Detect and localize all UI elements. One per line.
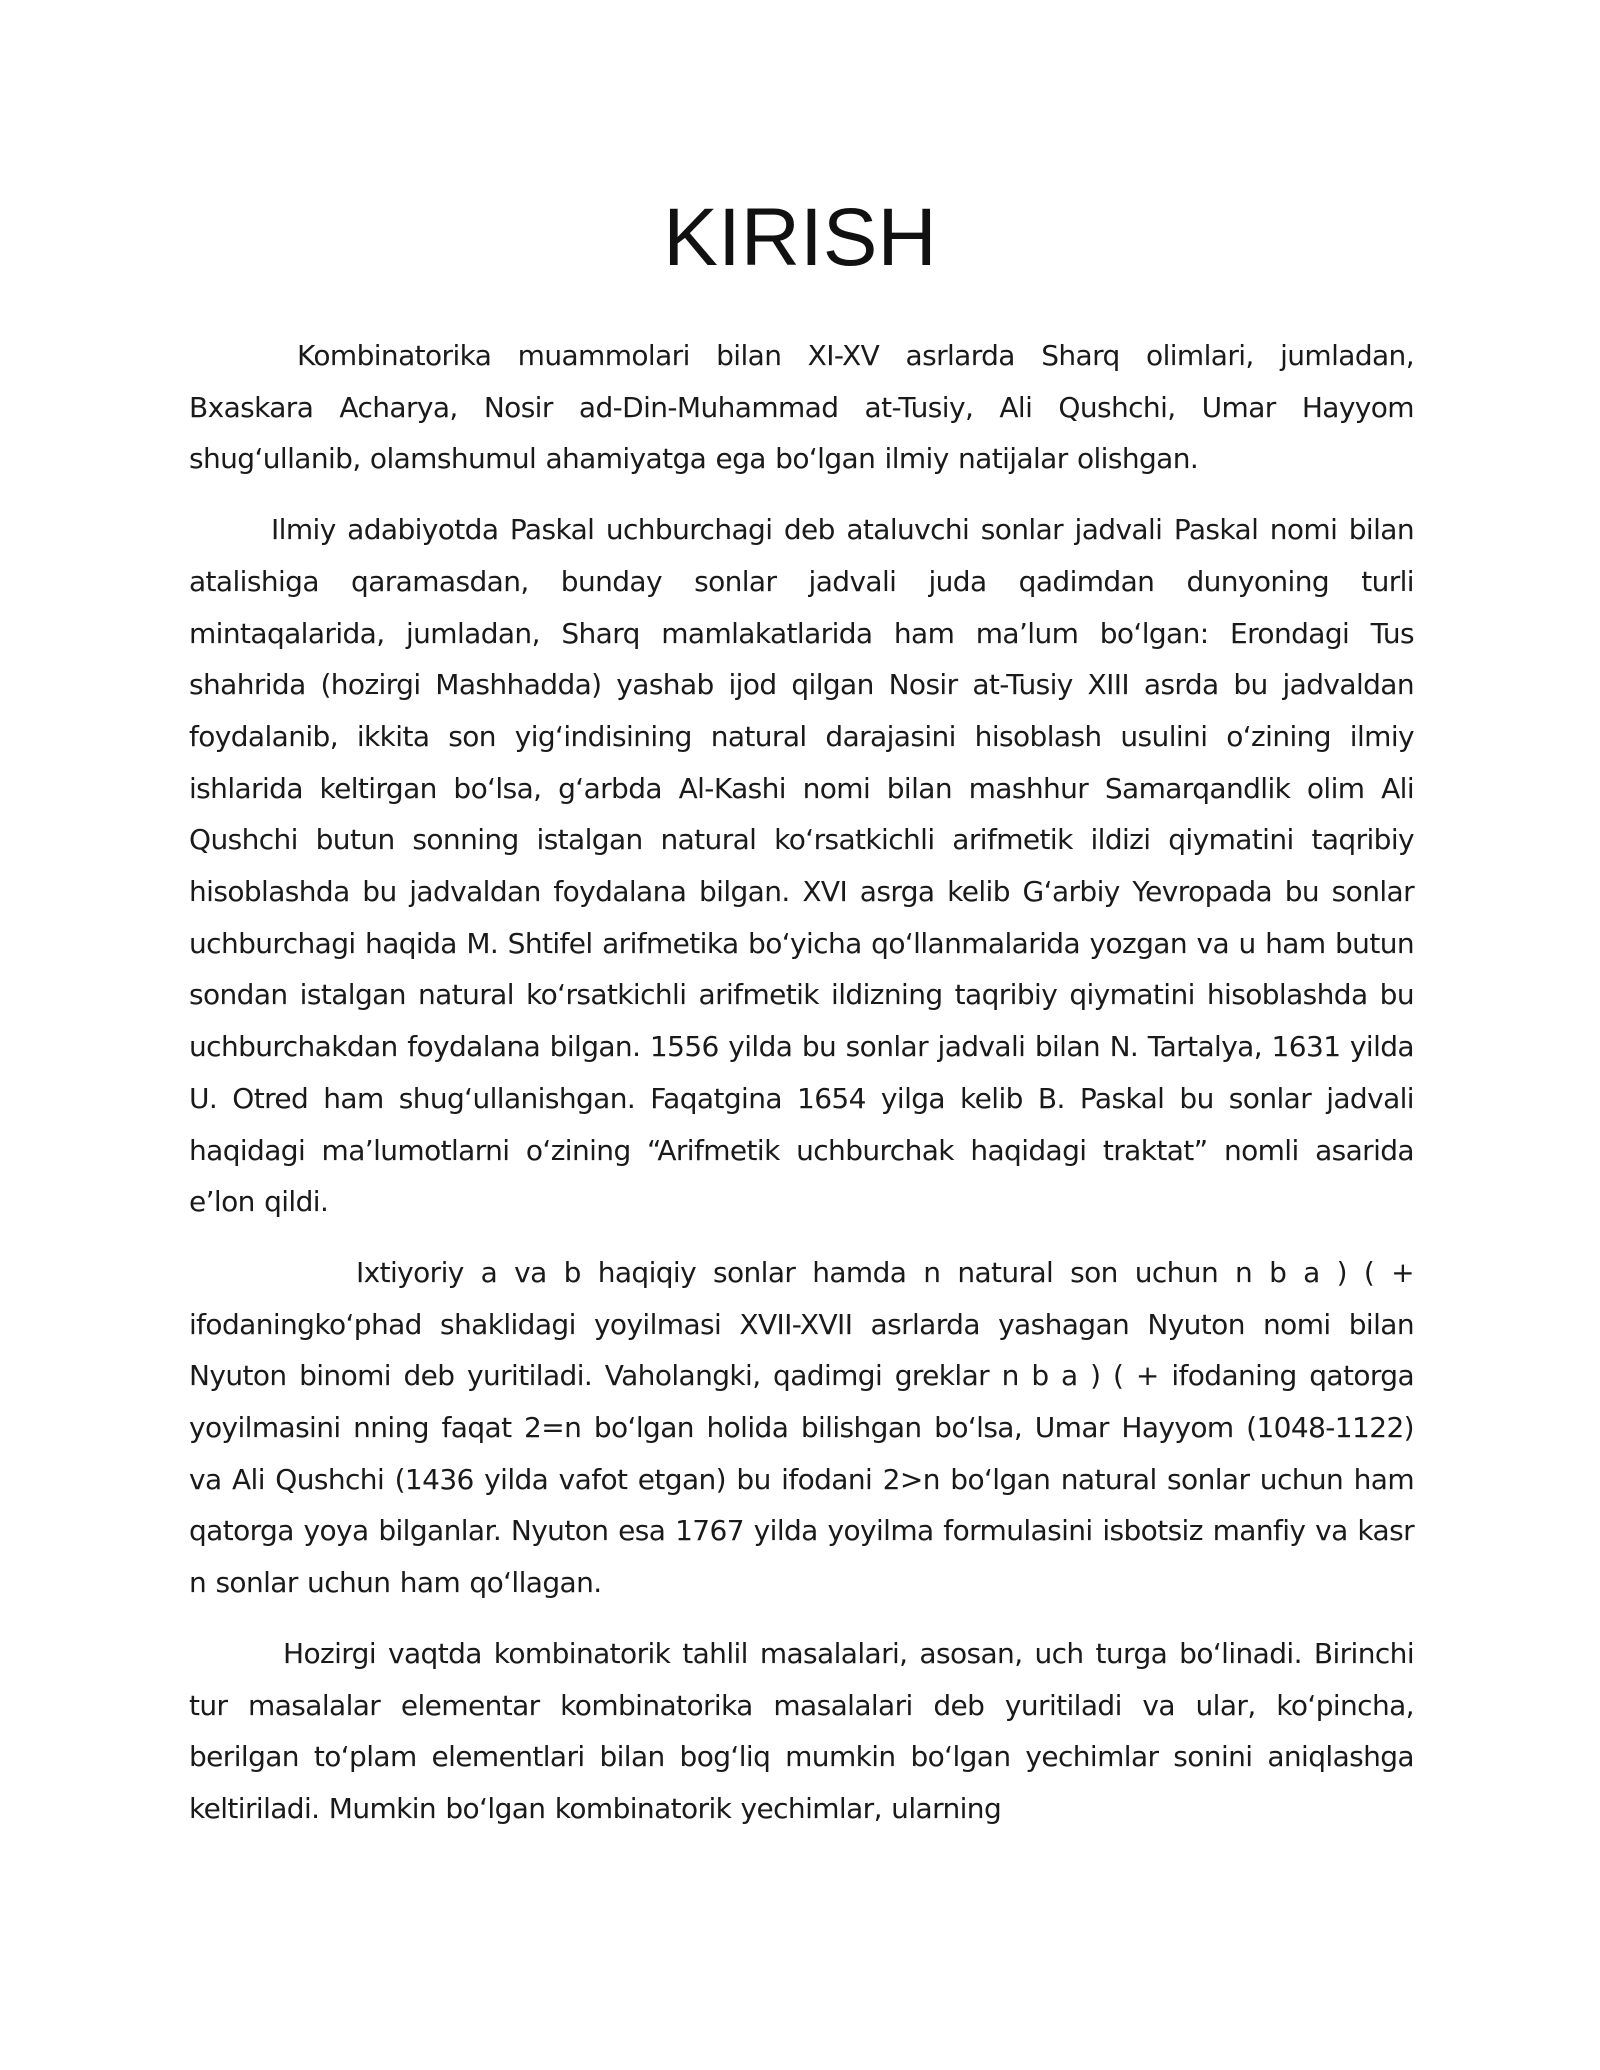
- document-body: [189, 330, 1414, 1854]
- paragraph-2: Ilmiy adabiyotda Paskal uchburchagi deb ataluvchi sonlar jadvali Paskal nomi bilan atalishiga qaramasdan, bunday sonlar jadvali juda qadimdan dunyoning turli mintaqalarida, jumladan, Sharq mamlakatlarida ham ma’lum bo‘lgan: Erondagi Tus shahrida (hozirgi Mashhadda) yashab ijod qilgan Nosir at-Tusiy XIII asrda bu jadvaldan foydalanib, ikkita son yig‘indisining natural darajasini hisoblash usulini o‘zining ilmiy ishlarida keltirgan bo‘lsa, g‘arbda Al-Kashi nomi bilan mashhur Samarqandlik olim Ali Qushchi butun sonning istalgan natural ko‘rsatkichli arifmetik ildizi qiymatini taqribiy hisoblashda bu jadvaldan foydalana bilgan. XVI asrga kelib G‘arbiy Yevropada bu sonlar uchburchagi haqida M. Shtifel arifmetika bo‘yicha qo‘llanmalarida yozgan va u ham butun sondan istalgan natural ko‘rsatkichli arifmetik ildizning taqribiy qiymatini hisoblashda bu uchburchakdan foydalana bilgan. 1556 yilda bu sonlar jadvali bilan N. Tartalya, 1631 yilda U. Otred ham shug‘ullanishgan. Faqatgina 1654 yilga kelib B. Paskal bu sonlar jadvali haqidagi ma’lumotlarni o‘zining “Arifmetik uchburchak haqidagi traktat” nomli asarida e’lon qildi.: [189, 513, 1414, 1219]
- paragraph-3: Ixtiyoriy a va b haqiqiy sonlar hamda n natural son uchun n b a ) ( + ifodaningko‘phad shaklidagi yoyilmasi XVII-XVII asrlarda yashagan Nyuton nomi bilan Nyuton binomi deb yuritiladi. Vaholangki, qadimgi greklar n b a ) ( + ifodaning qatorga yoyilmasini nning faqat 2=n bo‘lgan holida bilishgan bo‘lsa, Umar Hayyom (1048-1122) va Ali Qushchi (1436 yilda vafot etgan) bu ifodani 2>n bo‘lgan natural sonlar uchun ham qatorga yoya bilganlar. Nyuton esa 1767 yilda yoyilma formulasini isbotsiz manfiy va kasr n sonlar uchun ham qo‘llagan.: [189, 1255, 1414, 1600]
- paragraph-4: Hozirgi vaqtda kombinatorik tahlil masalalari, asosan, uch turga bo‘linadi. Birinchi tur masalalar elementar kombinatorika masalalari deb yuritiladi va ular, ko‘pincha, berilgan to‘plam elementlari bilan bog‘liq mumkin bo‘lgan yechimlar sonini aniqlashga keltiriladi. Mumkin bo‘lgan kombinatorik yechimlar, ularning: [189, 1636, 1414, 1825]
- page-title: KIRISH: [663, 192, 937, 283]
- paragraph-1: Kombinatorika muammolari bilan XI-XV asrlarda Sharq olimlari, jumladan, Bxaskara Acharya, Nosir ad-Din-Muhammad at-Tusiy, Ali Qushchi, Umar Hayyom shug‘ullanib, olamshumul ahamiyatga ega bo‘lgan ilmiy natijalar olishgan.: [189, 339, 1414, 476]
